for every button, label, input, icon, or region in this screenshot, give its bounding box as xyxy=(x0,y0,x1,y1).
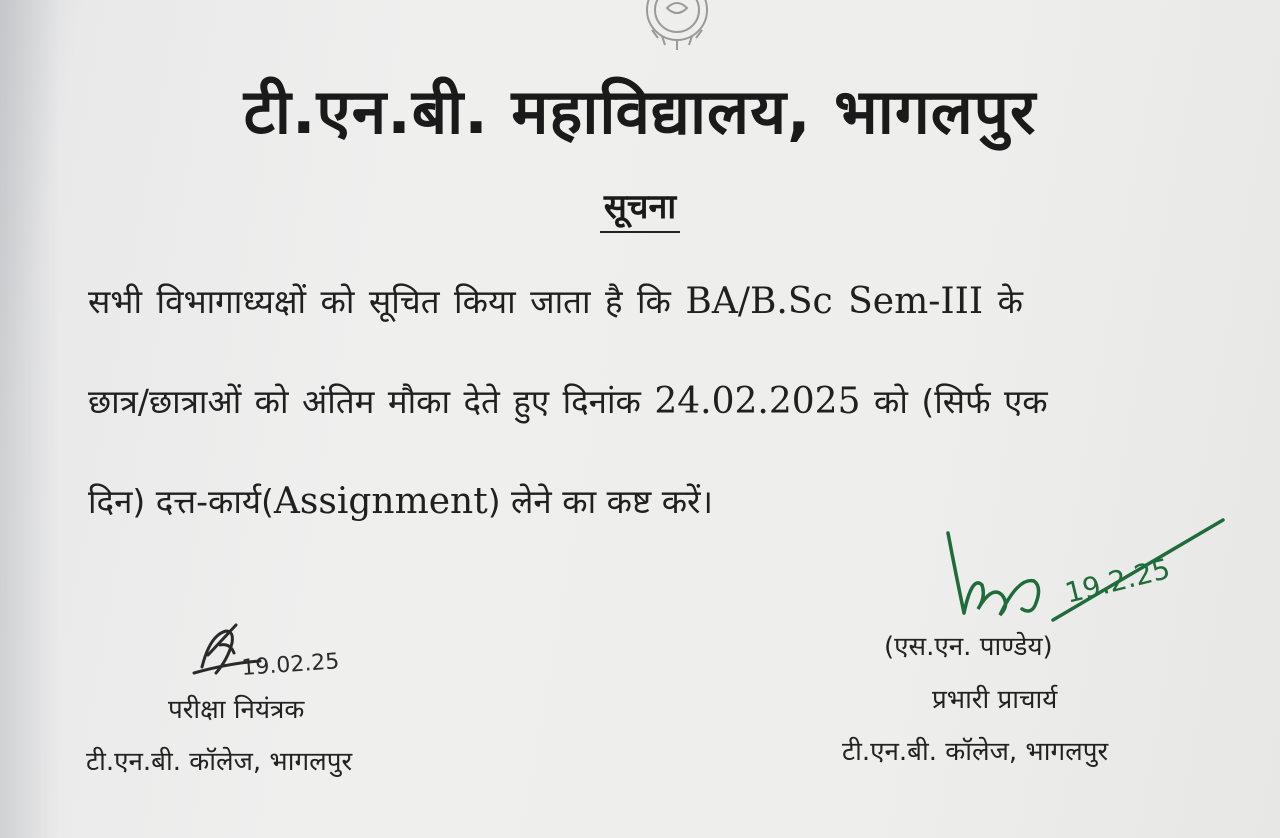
line3-suffix: ) लेने का कष्ट करें। xyxy=(487,482,714,521)
line3-prefix: दिन) दत्त-कार्य( xyxy=(88,482,274,521)
line2-suffix: को (सिर्फ एक xyxy=(860,382,1048,421)
notice-body-line-2 xyxy=(88,378,1048,423)
line2-prefix: छात्र/छात्राओं को अंतिम मौका देते हुए दिनांक xyxy=(88,382,655,421)
college-name-heading: टी.एन.बी. महाविद्यालय, भागलपुर xyxy=(243,75,1037,148)
line1-prefix: सभी विभागाध्यक्षों को सूचित किया जाता है कि xyxy=(88,282,686,321)
line1-suffix: के xyxy=(983,282,1023,321)
exam-controller-signature xyxy=(190,615,390,690)
college-emblem-icon xyxy=(622,0,732,60)
right-signature-date: 19.2.25 xyxy=(1061,551,1174,610)
assignment-word: Assignment xyxy=(273,481,488,522)
principal-signature xyxy=(938,515,1238,630)
course-name: BA/B.Sc Sem-III xyxy=(685,281,984,322)
notice-title-text: सूचना xyxy=(600,187,680,233)
left-signature-date: 19.02.25 xyxy=(240,649,341,681)
notice-body-line-1 xyxy=(88,278,1023,323)
notice-title xyxy=(0,182,1280,228)
assignment-date: 24.02.2025 xyxy=(654,381,861,422)
exam-controller-designation: परीक्षा नियंत्रक xyxy=(168,695,305,725)
exam-controller-institution: टी.एन.बी. कॉलेज, भागलपुर xyxy=(86,747,353,777)
principal-name: (एस.एन. पाण्डेय) xyxy=(884,632,1053,662)
notice-body-line-3 xyxy=(88,478,713,523)
principal-designation: प्रभारी प्राचार्य xyxy=(932,685,1058,715)
principal-institution: टी.एन.बी. कॉलेज, भागलपुर xyxy=(842,737,1109,767)
